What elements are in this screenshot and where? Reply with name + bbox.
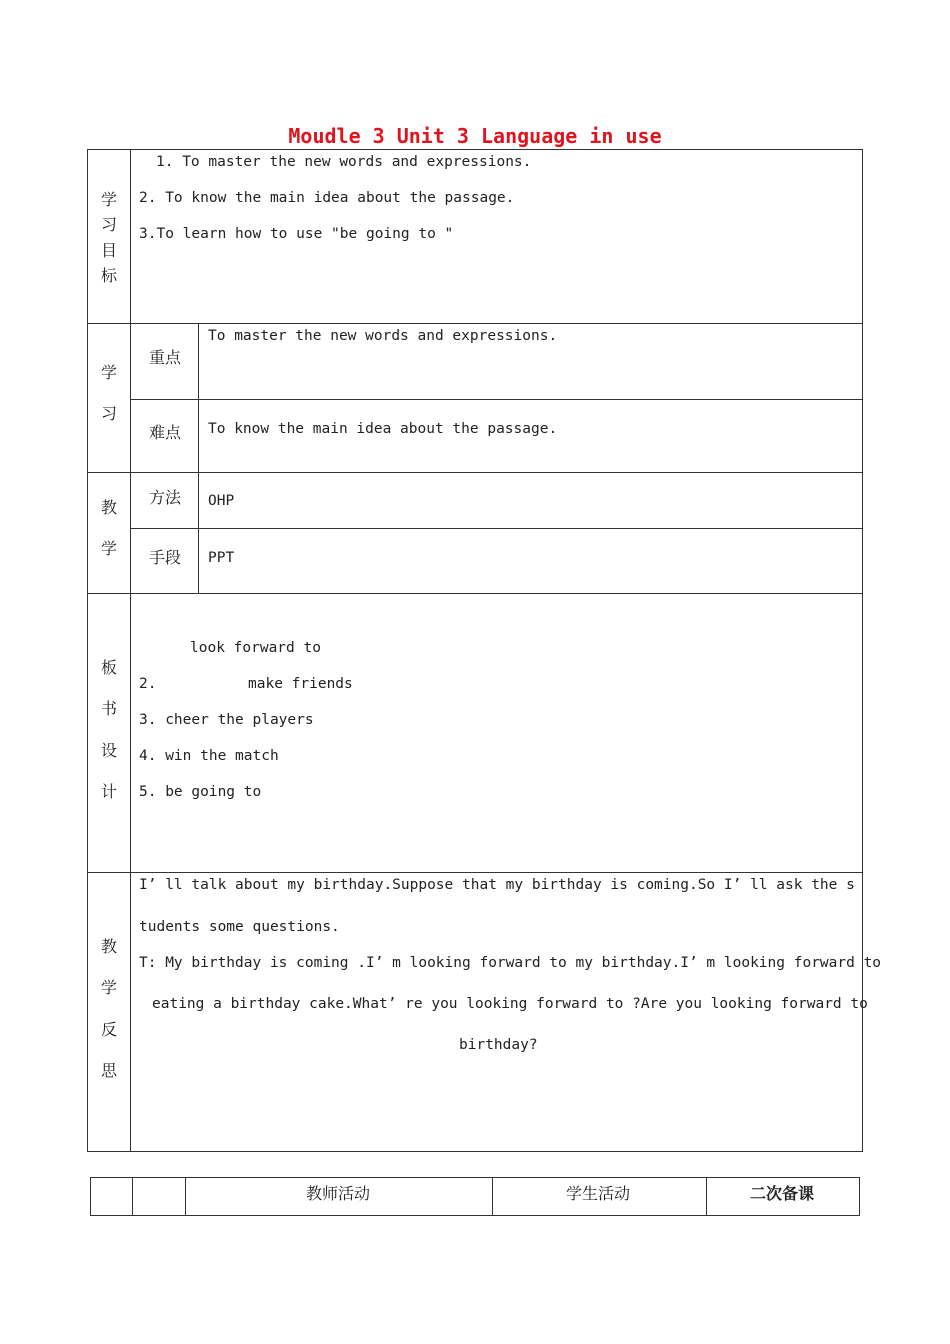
row-divider <box>87 472 863 473</box>
board-item: 4. win the match <box>139 748 279 764</box>
subrow-divider <box>130 528 863 529</box>
row-divider <box>87 323 863 324</box>
board-item: look forward to <box>190 640 321 656</box>
board-item-number: 2. <box>139 676 157 692</box>
column-divider <box>185 1177 186 1216</box>
means-text: PPT <box>208 550 235 566</box>
key-points-label: 重点 <box>149 348 182 367</box>
reflection-text: birthday? <box>459 1037 538 1053</box>
method-text: OHP <box>208 493 235 509</box>
objective-item: 2. To know the main idea about the passage. <box>139 190 515 206</box>
board-item: 5. be going to <box>139 784 262 800</box>
column-divider <box>706 1177 707 1216</box>
difficulty-text: To know the main idea about the passage. <box>208 421 558 437</box>
objective-item: 3.To learn how to use "be going to " <box>139 226 454 242</box>
column-divider <box>492 1177 493 1216</box>
page-title: Moudle 3 Unit 3 Language in use <box>288 124 662 148</box>
student-activity-header: 学生活动 <box>566 1184 631 1203</box>
sublabel-column-divider <box>198 323 199 593</box>
subrow-divider <box>130 399 863 400</box>
objective-item: 1. To master the new words and expressions. <box>156 154 532 170</box>
activity-table <box>90 1177 860 1216</box>
board-item: 3. cheer the players <box>139 712 314 728</box>
reflection-text: I’ ll talk about my birthday.Suppose that my birthday is coming.So I’ ll ask the s <box>139 877 855 893</box>
reflection-text: eating a birthday cake.What’ re you looking forward to ?Are you looking forward to <box>152 996 868 1012</box>
reflection-text: T: My birthday is coming .I’ m looking forward to my birthday.I’ m looking forward to <box>139 955 882 971</box>
reflection-text: tudents some questions. <box>139 919 340 935</box>
board-item: make friends <box>248 676 353 692</box>
row-divider <box>87 872 863 873</box>
difficulty-label: 难点 <box>149 423 182 442</box>
column-divider <box>132 1177 133 1216</box>
label-column-divider <box>130 149 131 1152</box>
method-label: 方法 <box>149 488 182 507</box>
means-label: 手段 <box>149 548 182 567</box>
key-points-text: To master the new words and expressions. <box>208 328 558 344</box>
teacher-activity-header: 教师活动 <box>306 1184 371 1203</box>
row-divider <box>87 593 863 594</box>
second-prep-header: 二次备课 <box>750 1184 815 1203</box>
